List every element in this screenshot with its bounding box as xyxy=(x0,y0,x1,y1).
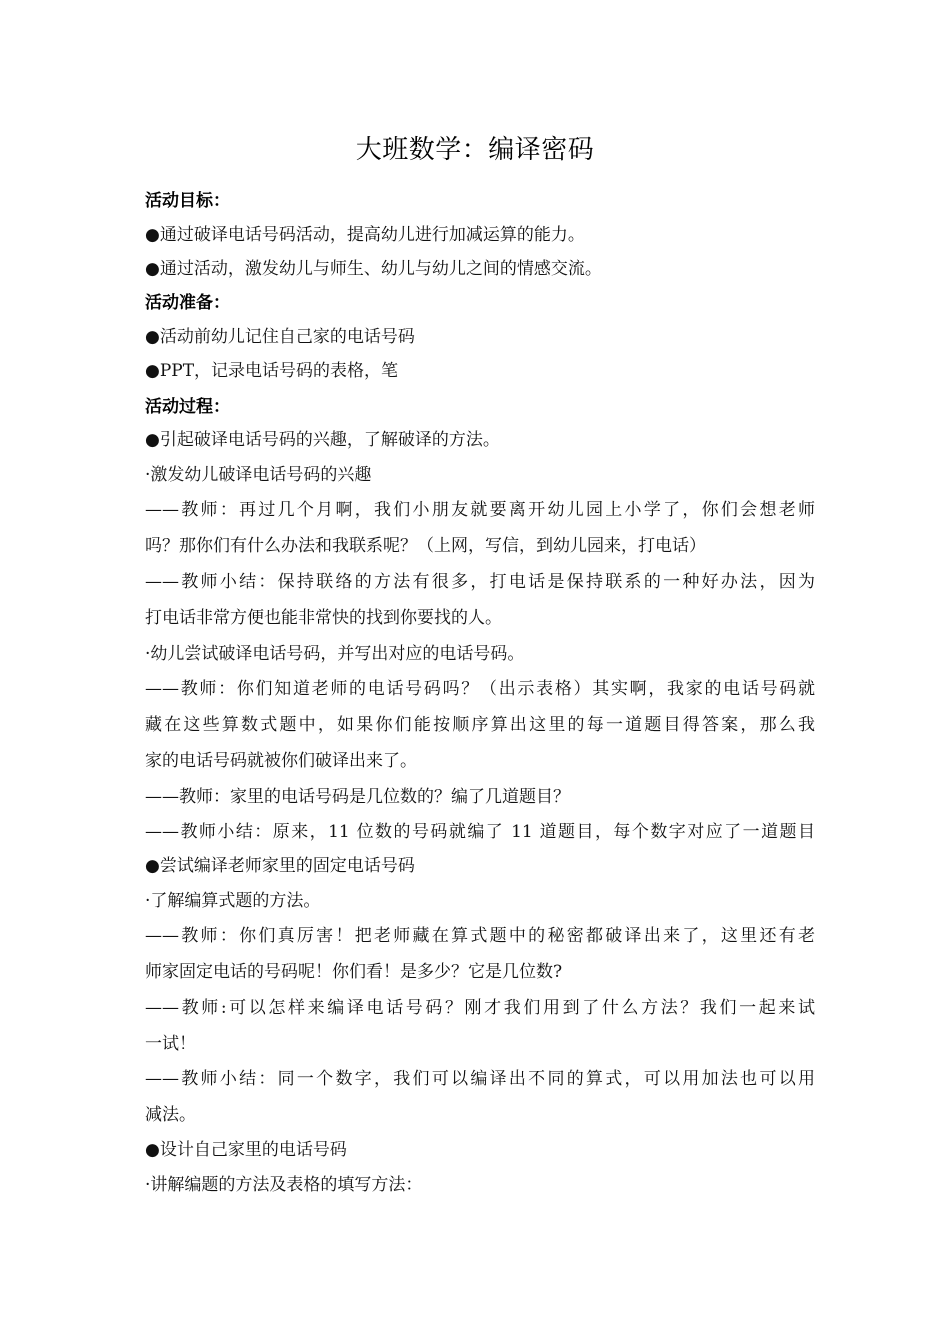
section-heading-goals: 活动目标： xyxy=(145,191,230,211)
paragraph-line: 吗？那你们有什么办法和我联系呢？（上网，写信，到幼儿园来，打电话） xyxy=(145,536,706,556)
bullet-line: ●活动前幼儿记住自己家的电话号码 xyxy=(145,327,415,347)
paragraph-line: 减法。 xyxy=(145,1105,196,1125)
sub-bullet-line: ·激发幼儿破译电话号码的兴趣 xyxy=(145,465,372,485)
paragraph-line: ——教师:可以怎样来编译电话号码？刚才我们用到了什么方法？我们一起来试 xyxy=(145,998,815,1018)
bullet-line: ●引起破译电话号码的兴趣，了解破译的方法。 xyxy=(145,430,500,450)
paragraph-line: ——教师小结：同一个数字，我们可以编译出不同的算式，可以用加法也可以用 xyxy=(145,1069,815,1089)
bullet-line: ●通过破译电话号码活动，提高幼儿进行加减运算的能力。 xyxy=(145,225,585,245)
paragraph-line: ——教师小结：原来，11 位数的号码就编了 11 道题目，每个数字对应了一道题目 xyxy=(145,822,815,842)
paragraph-line: 打电话非常方便也能非常快的找到你要找的人。 xyxy=(145,608,502,628)
bullet-line: ●通过活动，激发幼儿与师生、幼儿与幼儿之间的情感交流。 xyxy=(145,259,602,279)
section-heading-process: 活动过程： xyxy=(145,397,230,417)
sub-bullet-line: ·讲解编题的方法及表格的填写方法： xyxy=(145,1175,423,1195)
sub-bullet-line: ·了解编算式题的方法。 xyxy=(145,891,321,911)
bullet-line: ●设计自己家里的电话号码 xyxy=(145,1140,347,1160)
paragraph-line: ——教师：你们真厉害！把老师藏在算式题中的秘密都破译出来了，这里还有老 xyxy=(145,926,815,946)
paragraph-line: 一试！ xyxy=(145,1034,196,1054)
paragraph-line: 藏在这些算数式题中，如果你们能按顺序算出这里的每一道题目得答案，那么我 xyxy=(145,715,815,735)
paragraph-line: ——教师：家里的电话号码是几位数的？编了几道题目？ xyxy=(145,787,570,807)
section-heading-preparation: 活动准备： xyxy=(145,293,230,313)
paragraph-line: ——教师：再过几个月啊，我们小朋友就要离开幼儿园上小学了，你们会想老师 xyxy=(145,500,815,520)
bullet-line: ●尝试编译老师家里的固定电话号码 xyxy=(145,856,415,876)
sub-bullet-line: ·幼儿尝试破译电话号码，并写出对应的电话号码。 xyxy=(145,644,525,664)
bullet-line: ●PPT，记录电话号码的表格，笔 xyxy=(145,361,399,381)
paragraph-line: ——教师：你们知道老师的电话号码吗？（出示表格）其实啊，我家的电话号码就 xyxy=(145,679,815,699)
page-title: 大班数学：编译密码 xyxy=(355,135,595,165)
paragraph-line: 家的电话号码就被你们破译出来了。 xyxy=(145,751,417,771)
paragraph-line: ——教师小结：保持联络的方法有很多，打电话是保持联系的一种好办法，因为 xyxy=(145,572,815,592)
paragraph-line: 师家固定电话的号码呢！你们看！是多少？它是几位数? xyxy=(145,962,563,982)
